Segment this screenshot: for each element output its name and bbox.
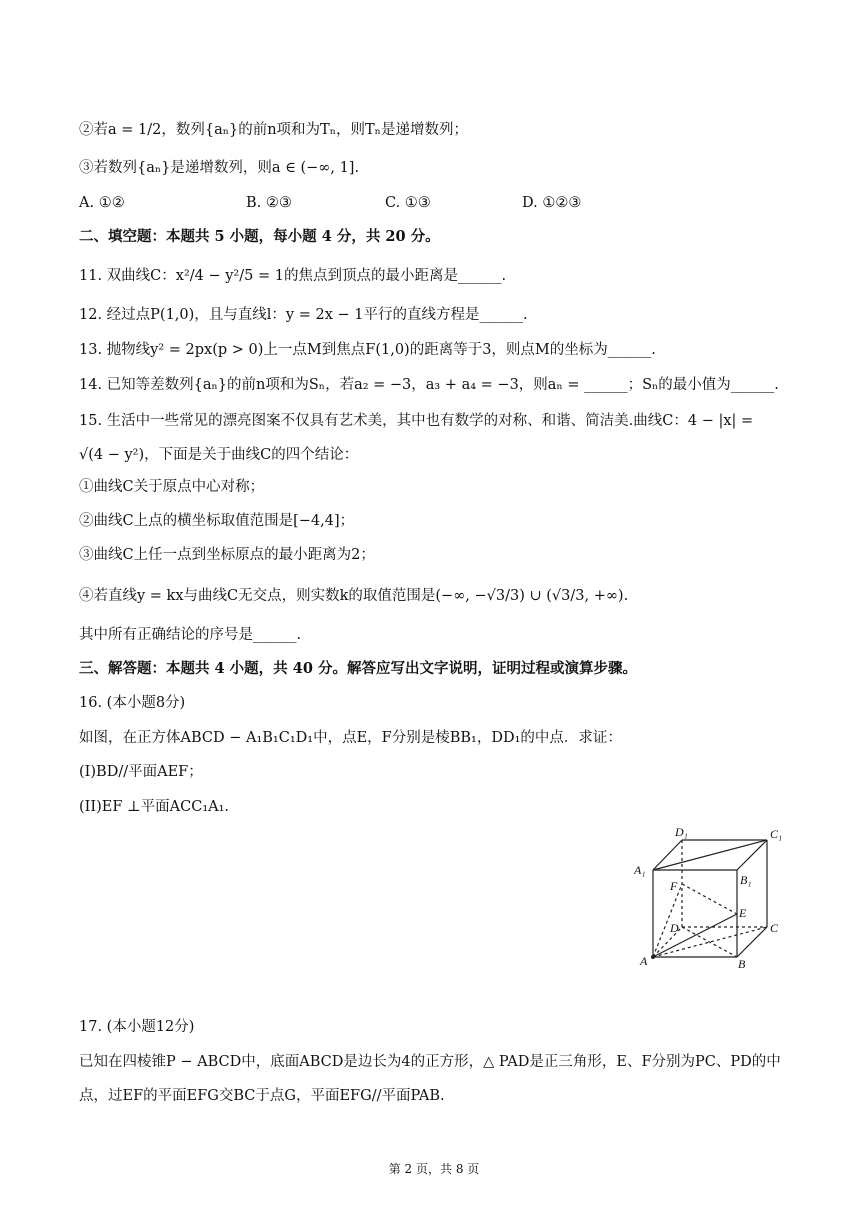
- question-17-line-2: 点，过EF的平面EFG交BC于点G，平面EFG//平面PAB.: [79, 1088, 445, 1104]
- question-15-item-3: ③曲线C上任一点到坐标原点的最小距离为2；: [79, 547, 375, 563]
- question-16-part-2: (II)EF ⊥平面ACC₁A₁.: [79, 799, 230, 815]
- option-c: C. ①③: [385, 195, 431, 211]
- question-13: 13. 抛物线y² = 2px(p > 0)上一点M到焦点F(1,0)的距离等于3，则点M的坐标为______.: [79, 342, 656, 358]
- question-16-head: 16. (本小题8分): [79, 695, 186, 711]
- cube-figure: [630, 822, 790, 972]
- question-16-part-1: (I)BD//平面AEF；: [79, 764, 203, 780]
- label-c: C: [770, 921, 779, 935]
- section-3-heading: 三、解答题：本题共 4 小题，共 40 分。解答应写出文字说明，证明过程或演算步骤。: [79, 660, 637, 677]
- label-b: B: [738, 957, 746, 971]
- label-a1: A₁: [634, 863, 646, 877]
- question-17-head: 17. (本小题12分): [79, 1019, 195, 1035]
- q10-item-2: ②若a = 1/2，数列{aₙ}的前n项和为Tₙ，则Tₙ是递增数列；: [79, 122, 468, 138]
- page-footer: 第 2 页，共 8 页: [388, 1162, 480, 1176]
- section-2-heading: 二、填空题：本题共 5 小题，每小题 4 分，共 20 分。: [79, 228, 440, 245]
- question-15-item-2: ②曲线C上点的横坐标取值范围是[−4,4]；: [79, 513, 355, 529]
- question-15-item-4: ④若直线y = kx与曲线C无交点，则实数k的取值范围是(−∞, −√3/3) ∪ (√3/3, +∞).: [79, 588, 629, 604]
- label-d1: D₁: [675, 825, 688, 839]
- label-e: E: [739, 906, 747, 920]
- label-c1: C₁: [770, 827, 783, 841]
- question-15-ask: 其中所有正确结论的序号是______.: [79, 627, 302, 643]
- question-15-item-1: ①曲线C关于原点中心对称；: [79, 479, 265, 495]
- question-15-line-2: √(4 − y²)，下面是关于曲线C的四个结论：: [79, 447, 359, 463]
- label-f: F: [670, 879, 678, 893]
- question-14: 14. 已知等差数列{aₙ}的前n项和为Sₙ，若a₂ = −3，a₃ + a₄ = −3，则aₙ = ______；Sₙ的最小值为______.: [79, 377, 779, 393]
- question-15-line-1: 15. 生活中一些常见的漂亮图案不仅具有艺术美，其中也有数学的对称、和谐、简洁美.曲线C：4 − |x| =: [79, 413, 754, 429]
- option-b: B. ②③: [246, 195, 292, 211]
- label-b1: B₁: [740, 873, 752, 887]
- label-a: A: [640, 954, 648, 968]
- q10-item-3: ③若数列{aₙ}是递增数列，则a ∈ (−∞, 1].: [79, 160, 360, 176]
- question-16-text: 如图，在正方体ABCD − A₁B₁C₁D₁中，点E，F分别是棱BB₁，DD₁的中点．求证：: [79, 730, 622, 746]
- question-11: 11. 双曲线C：x²/4 − y²/5 = 1的焦点到顶点的最小距离是______.: [79, 268, 507, 284]
- question-17-line-1: 已知在四棱锥P − ABCD中，底面ABCD是边长为4的正方形，△ PAD是正三角形，E、F分别为PC、PD的中: [79, 1054, 781, 1070]
- option-d: D. ①②③: [522, 195, 582, 211]
- option-a: A. ①②: [79, 195, 125, 211]
- question-12: 12. 经过点P(1,0)，且与直线l：y = 2x − 1平行的直线方程是______.: [79, 307, 528, 323]
- label-d: D: [670, 921, 679, 935]
